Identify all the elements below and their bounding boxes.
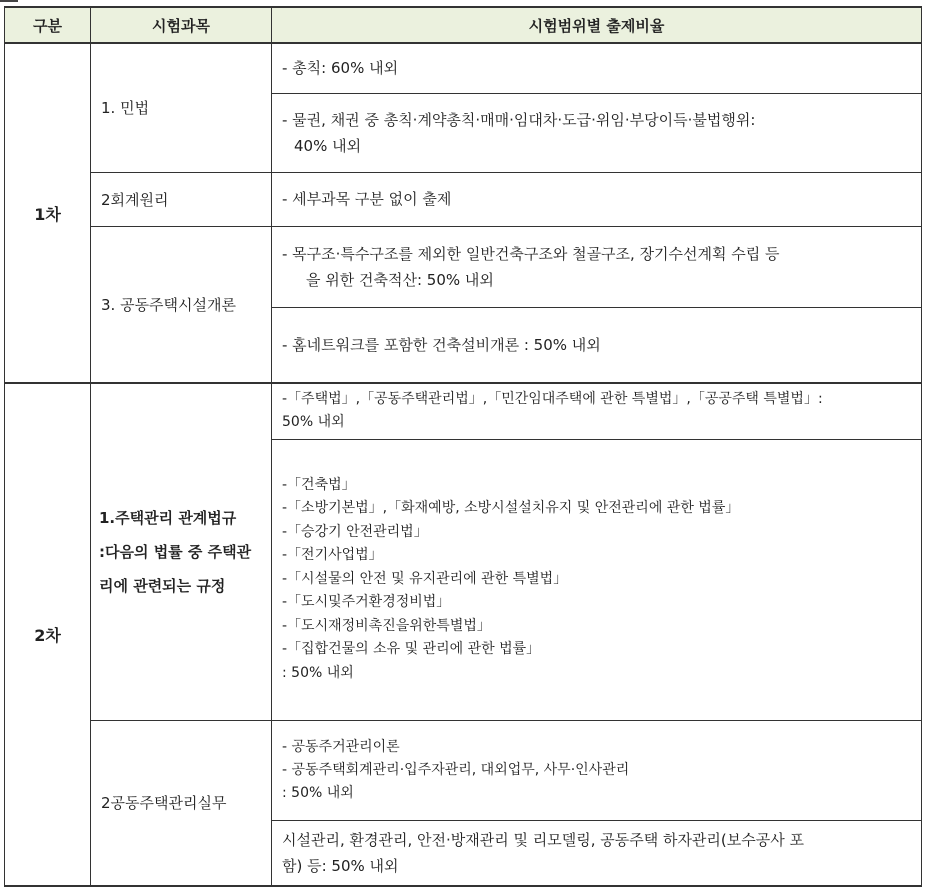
range-text: - 총칙: 60% 내외 <box>282 59 399 78</box>
range-text: 50% 내외 <box>282 414 345 431</box>
list-item: -「도시및주거환경정비법」 <box>282 594 451 611</box>
top-left-rule <box>0 0 18 2</box>
list-item: -「도시재정비촉진을위한특별법」 <box>282 617 491 634</box>
table-row <box>5 383 922 439</box>
first-exam-label: 1차 <box>5 43 91 383</box>
table-row <box>5 172 922 226</box>
range-text: - 물권, 채권 중 총칙·계약총칙·매매·임대차·도급·위임·부당이득·불법행위: <box>282 110 756 129</box>
second-exam-label: 2차 <box>5 383 91 886</box>
table-row <box>5 226 922 307</box>
range-text: 을 위한 건축적산: 50% 내외 <box>306 270 494 289</box>
range-text: - 공동주택회계관리·입주자관리, 대외업무, 사무·인사관리 <box>282 761 630 778</box>
subject-practice: 2공동주택관리실무 <box>91 720 272 886</box>
list-item: -「전기사업법」 <box>282 547 383 564</box>
list-item: -「시설물의 안전 및 유지관리에 관한 특별법」 <box>282 570 568 587</box>
range-facilities-1 <box>272 226 922 307</box>
subject-text: 1.주택관리 관계법규 <box>99 508 237 527</box>
exam-range-table <box>4 6 922 887</box>
range-laws-2 <box>272 439 922 720</box>
subject-housing-laws <box>91 383 272 720</box>
range-civil-law-1 <box>272 43 922 93</box>
subject-accounting: 2회계원리 <box>91 172 272 226</box>
range-text: - 홈네트워크를 포함한 건축설비개론 : 50% 내외 <box>282 335 601 354</box>
subject-text: :다음의 법률 중 주택관 <box>99 542 252 561</box>
range-text: 40% 내외 <box>294 136 362 155</box>
range-laws-1 <box>272 383 922 439</box>
list-item: -「소방기본법」,「화재예방, 소방시설설치유지 및 안전관리에 관한 법률」 <box>282 500 740 517</box>
subject-text: 리에 관련되는 규정 <box>99 576 226 595</box>
range-text: 시설관리, 환경관리, 안전·방재관리 및 리모델링, 공동주택 하자관리(보수공사 포 <box>282 830 804 849</box>
list-item: -「집합건물의 소유 및 관리에 관한 법률」 <box>282 641 541 658</box>
range-civil-law-2 <box>272 93 922 172</box>
list-item: -「건축법」 <box>282 476 356 493</box>
header-category: 구분 <box>5 7 91 43</box>
range-text: - 공동주거관리이론 <box>282 738 400 755</box>
range-practice-1 <box>272 720 922 820</box>
list-item: -「승강기 안전관리법」 <box>282 523 428 540</box>
range-text: : 50% 내외 <box>282 784 354 801</box>
range-text: - 목구조·특수구조를 제외한 일반건축구조와 철골구조, 장기수선계획 수립 등 <box>282 244 780 263</box>
range-text: -「주택법」,「공동주택관리법」,「민간임대주택에 관한 특별법」,「공공주택 특별법」: <box>282 391 823 408</box>
table-row <box>5 720 922 820</box>
table-row <box>5 43 922 93</box>
range-practice-2 <box>272 820 922 886</box>
range-facilities-2 <box>272 307 922 383</box>
range-text: 함) 등: 50% 내외 <box>282 856 399 875</box>
laws-list <box>282 466 911 694</box>
subject-civil-law: 1. 민법 <box>91 43 272 172</box>
list-item: : 50% 내외 <box>282 664 354 681</box>
subject-facilities: 3. 공동주택시설개론 <box>91 226 272 383</box>
range-text: - 세부과목 구분 없이 출제 <box>282 190 452 208</box>
table-header-row <box>5 7 922 43</box>
range-accounting <box>272 172 922 226</box>
header-subject: 시험과목 <box>91 7 272 43</box>
header-range: 시험범위별 출제비율 <box>272 7 922 43</box>
